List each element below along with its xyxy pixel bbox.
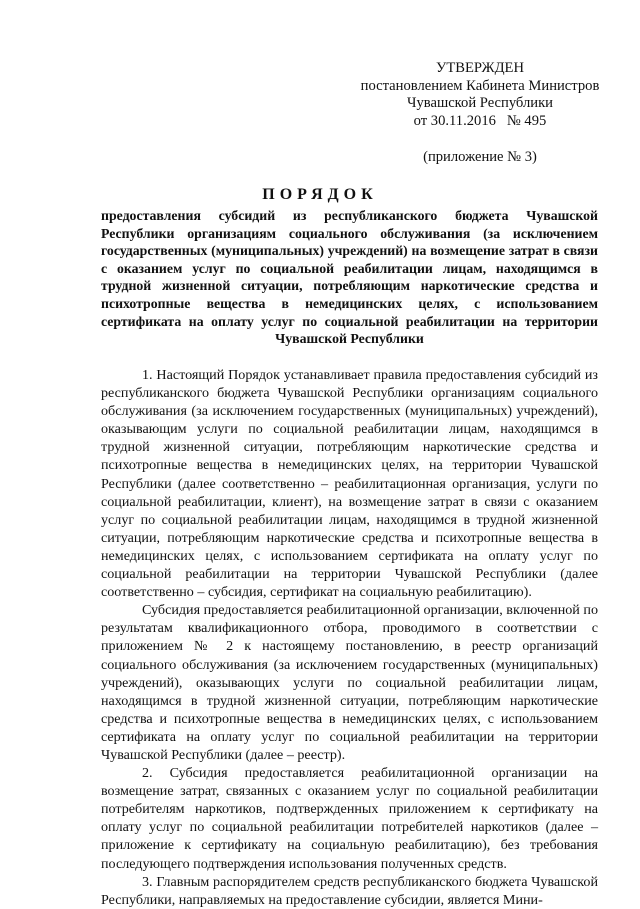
- document-body: [101, 366, 598, 909]
- approval-date-number: от 30.11.2016 № 495: [413, 112, 547, 129]
- paragraph-1: 1. Настоящий Порядок устанавливает правила предоставления субсидий из республиканского бюджета Чувашской Республики организациям социального обслуживания (за исключением государственных (муниципальных) учреждений), оказывающим услуги по социальной реабилитации лицам, находящимся в трудной жизненной ситуации, потребляющим наркотические средства и психотропные вещества в немедицинских целях, на территории Чувашской Республики (далее соответственно – реабилитационная организация, услуги по социальной реабилитации, клиент), на возмещение затрат в связи с оказанием услуг по социальной реабилитации лицам, находящимся в трудной жизненной ситуации, потребляющим наркотические средства и психотропные вещества в немедицинских целях, с использованием сертификата на оплату услуг по социальной реабилитации на территории Чувашской Республики (далее соответственно – субсидия, сертификат на социальную реабилитацию).: [101, 367, 598, 601]
- paragraph-4: 3. Главным распорядителем средств республиканского бюджета Чувашской Республики, направляемых на предоставление субсидии, является Мини-: [101, 873, 598, 908]
- paragraph-3: 2. Субсидия предоставляется реабилитационной организации на возмещение затрат, связанных с оказанием услуг по социальной реабилитации потребителям наркотиков, подтвержденных приложением к сертификату на оплату услуг по социальной реабилитации потребителей наркотиков (далее – приложение к сертификату на социальную реабилитацию), без требования последующего подтверждения использования полученных средств.: [101, 765, 598, 872]
- approval-stamp: [360, 60, 600, 167]
- document-title: ПОРЯДОК: [262, 186, 378, 203]
- paragraph-2: Субсидия предоставляется реабилитационной организации, включенной по результатам квалификационного отбора, проводимого в соответствии с приложением № 2 к настоящему постановлению, в реестр организаций социального обслуживания (за исключением государственных (муниципальных) учреждений), оказывающих услуги по социальной реабилитации лицам, находящимся в трудной жизненной ситуации, потребляющим наркотические средства и психотропные вещества в немедицинских целях, с использованием сертификата на оплату услуг по социальной реабилитации на территории Чувашской Республики (далее – реестр).: [101, 602, 598, 763]
- annex-label: (приложение № 3): [423, 149, 537, 165]
- document-subtitle: предоставления субсидий из республиканского бюджета Чувашской Республики организациям социального обслуживания (за исключением государственных (муниципальных) учреждений) на возмещение затрат в связи с оказанием услуг по социальной реабилитации лицам, находящимся в трудной жизненной ситуации, потребляющим наркотические средства и психотропные вещества в немедицинских целях, с использованием сертификата на оплату услуг по социальной реабилитации на территории Чувашской Республики: [101, 208, 598, 347]
- approval-line-1: постановлением Кабинета Министров: [360, 77, 600, 94]
- approved-heading: УТВЕРЖДЕН: [436, 60, 524, 76]
- approval-line-2: Чувашской Республики: [407, 95, 553, 111]
